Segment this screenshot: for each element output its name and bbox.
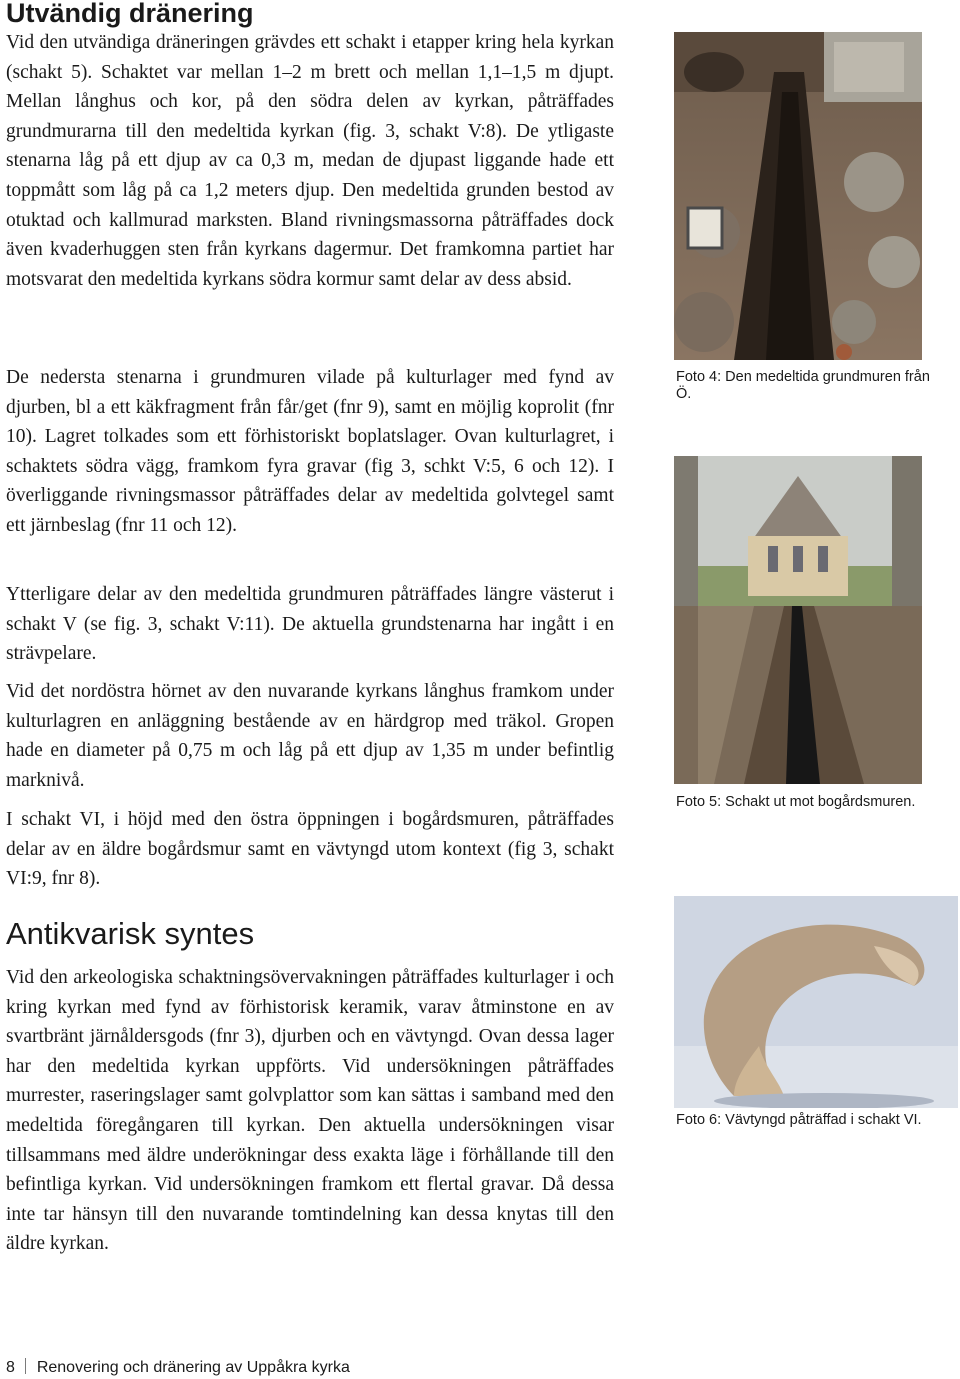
page-number: 8: [6, 1359, 15, 1376]
foundation-trench-image: [674, 32, 922, 360]
photo-trench-to-wall: [674, 456, 922, 784]
caption-photo-5: Foto 5: Schakt ut mot bogårdsmuren.: [676, 794, 916, 810]
section-heading-antikvarisk-syntes: Antikvarisk syntes: [6, 916, 255, 951]
paragraph-6: Vid den arkeologiska schaktningsövervakningen påträffades kulturlager i och kring kyrkan med fynd av förhistorisk keramik, varav åtminstone en av svartbränt järnåldersgods (fnr 3), djurben och en vävtyngd. Ovan dessa lager har den medeltida kyrkan uppförts. Vid undersökningen påträffades murrester, raseringslager samt golvplattor som kan sättas i samband med den medeltida föregångaren till kyrkan. Den aktuella undersökningen visar tillsammans med äldre underökningar dess exakta läge i förhållande till den befintliga kyrkan. Vid undersökningen framkom ett flertal gravar. Då dessa inte tar hänsyn till den nuvarande tomtindelning kan dessa knytas till den äldre kyrkan.: [6, 967, 614, 1255]
paragraph-4: Vid det nordöstra hörnet av den nuvarande kyrkans långhus framkom under kulturlagren en anläggning bestående av en härdgrop med träkol. Gropen hade en diameter på 0,75 m och låg på ett djup av 1,35 m under befintlig marknivå.: [6, 681, 614, 791]
caption-photo-4: Foto 4: Den medeltida grundmuren från Ö.: [676, 369, 930, 402]
paragraph-1: Vid den utvändiga dräneringen grävdes ett schakt i etapper kring hela kyrkan (schakt 5). Schaktet var mellan 1–2 m brett och mellan 1,1–1,5 m djupt. Mellan långhus och kor, på den södra delen av kyrkan, påträffades grundmurarna till den medeltida kyrkan (fig. 3, schakt V:8). De ytligaste stenarna låg på ett djup av ca 0,3 m, medan de djupast liggande hade ett toppmått som låg på ca 1,2 meters djup. Den medeltida grunden bestod av otuktad och kallmurad marksten. Bland rivningsmassorna påträffades dock även kvaderhuggen sten från kyrkans dagermur. Det framkomna partiet har motsvarat den medeltida kyrkans södra kormur samt delar av dess absid.: [6, 32, 614, 290]
paragraph-5: I schakt VI, i höjd med den östra öppningen i bogårdsmuren, påträffades delar av en äldre bogårdsmur samt en vävtyngd utom kontext (fig 3, schakt VI:9, fnr 8).: [6, 809, 614, 890]
section-heading-utvandig-dranering: Utvändig dränering: [6, 0, 254, 28]
paragraph-2: De nedersta stenarna i grundmuren vilade på kulturlager med fynd av djurben, bl a ett käkfragment från får/get (fnr 9), samt en möjlig koprolit (fnr 10). Lagret tolkades som ett förhistoriskt boplatslager. Ovan kulturlagret, i schaktets södra vägg, framkom fyra gravar (fig 3, schkt V:5, 6 och 12). I överliggande rivningsmassor påträffades delar av medeltida golvtegel samt ett järnbeslag (fnr 11 och 12).: [6, 367, 614, 536]
loom-weight-image: [674, 896, 958, 1108]
footer-separator: [25, 1358, 26, 1374]
trench-to-wall-image: [674, 456, 922, 784]
footer-title: Renovering och dränering av Uppåkra kyrka: [36, 1359, 350, 1376]
paragraph-3: Ytterligare delar av den medeltida grundmuren påträffades längre västerut i schakt V (se fig. 3, schakt V:11). De aktuella grundstenarna har ingått i en strävpelare.: [6, 584, 614, 665]
page-footer: [6, 1358, 350, 1378]
photo-foundation-trench: [674, 32, 922, 360]
photo-loom-weight: [674, 896, 958, 1108]
caption-photo-6: Foto 6: Vävtyngd påträffad i schakt VI.: [676, 1112, 922, 1128]
